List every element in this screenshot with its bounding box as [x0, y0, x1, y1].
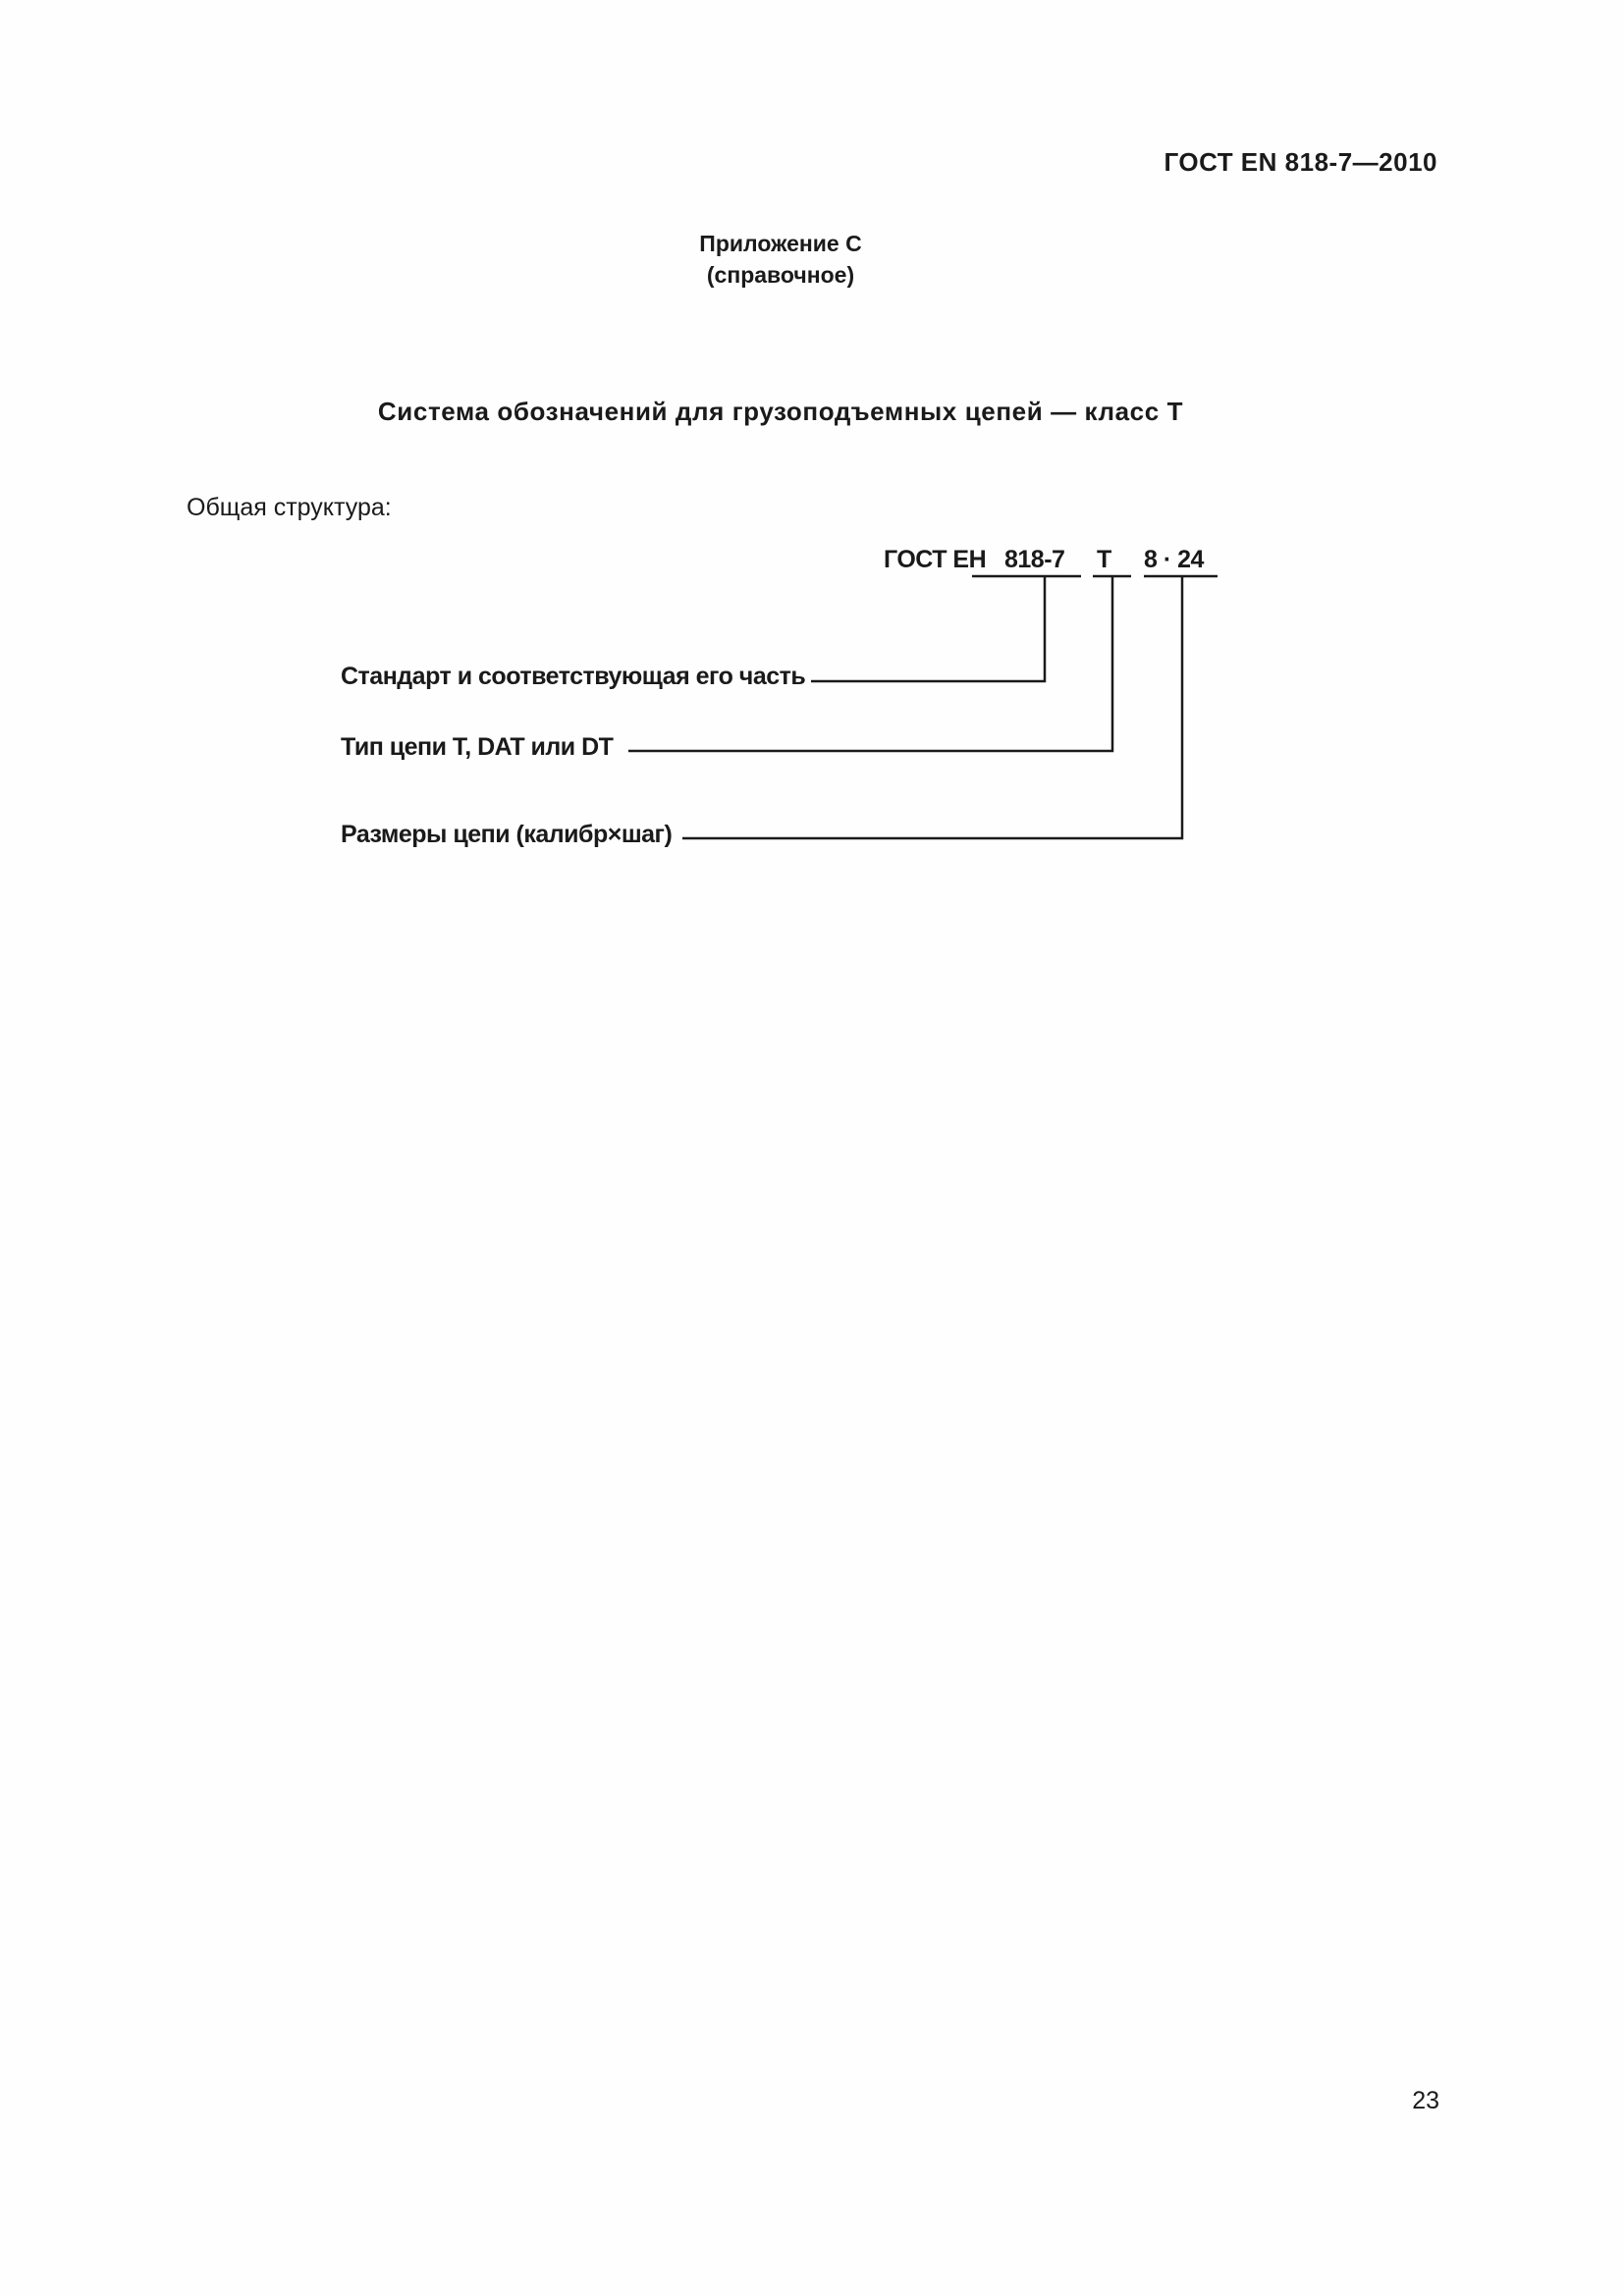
designation-prefix: ГОСТ ЕН	[884, 546, 987, 573]
leader-chain-size	[682, 576, 1182, 838]
legend-chain-type: Тип цепи Т, DAT или DT	[341, 733, 619, 762]
designation-part: 818-7	[1004, 546, 1065, 573]
intro-text: Общая структура:	[187, 494, 392, 521]
legend-standard-part: Стандарт и соответствующая его часть	[341, 663, 811, 691]
designation-size: 8 · 24	[1144, 546, 1204, 573]
section-title: Система обозначений для грузоподъемных цепей — класс Т	[377, 397, 1184, 426]
legend-chain-size: Размеры цепи (калибр×шаг)	[341, 821, 677, 849]
designation-type: T	[1097, 546, 1111, 573]
page-number: 23	[1412, 2087, 1439, 2114]
annex-title: Приложение С	[699, 231, 862, 256]
annex-status: (справочное)	[706, 262, 855, 288]
document-code: ГОСТ EN 818-7—2010	[1164, 147, 1437, 177]
